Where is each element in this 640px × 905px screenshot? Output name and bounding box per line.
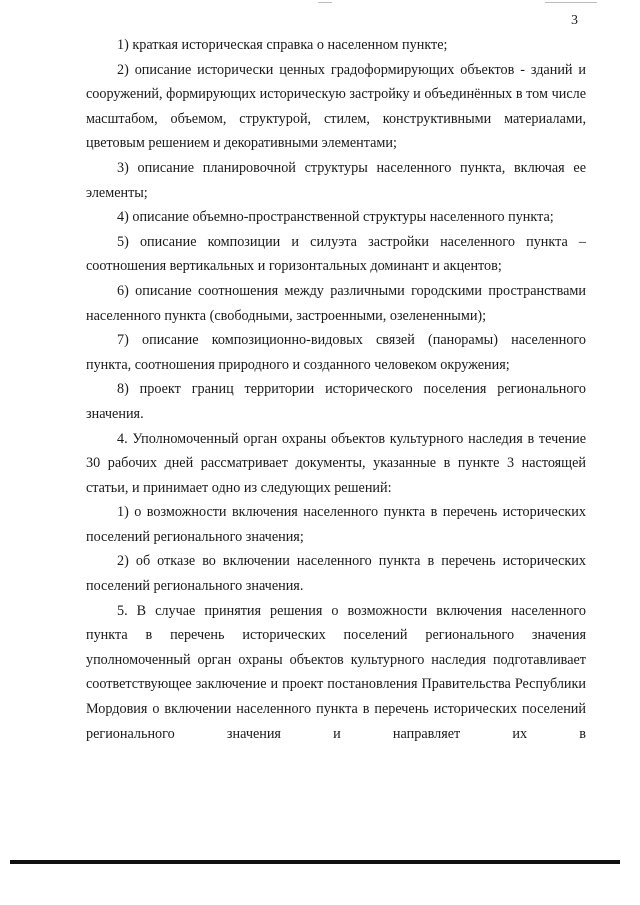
list-item-1: 1) краткая историческая справка о населенном пункте; (117, 37, 448, 53)
list-item-7: 7) описание композиционно-видовых связей (панорамы) населенного пункта, соотношения природного и созданного человеком окружения; (86, 332, 586, 373)
scan-mark (545, 2, 597, 3)
list-item-5: 5) описание композиции и силуэта застройки населенного пункта – соотношения вертикальных и горизонтальных доминант и акцентов; (86, 233, 586, 275)
list-item-2: 2) описание исторически ценных градоформирующих объектов - зданий и сооружений, формирующих историческую застройку и объединённых в том числе масштабом, объемом, структурой, стилем, конструктивными материалами, цветовым решением и декоративными элементами; (86, 61, 586, 152)
decision-option-2: 2) об отказе во включении населенного пункта в перечень исторических поселений регионального значения. (86, 553, 586, 595)
list-item-8: 8) проект границ территории исторического поселения регионального значения. (86, 381, 586, 422)
document-body (86, 33, 586, 746)
list-item-6: 6) описание соотношения между различными городскими пространствами населенного пункта (свободными, застроенными, озелененными); (86, 282, 586, 324)
list-item-3: 3) описание планировочной структуры населенного пункта, включая ее элементы; (86, 159, 586, 201)
page-number: 3 (571, 13, 578, 28)
clause-5: 5. В случае принятия решения о возможности включения населенного пункта в перечень исторических поселений регионального значения уполномоченный орган охраны объектов культурного наследия подготавливает соответствующее заключение и проект постановления Правительства Республики Мордовия о включении населенного пункта в перечень исторических поселений регионального значения и направляет их в (86, 602, 586, 742)
clause-4: 4. Уполномоченный орган охраны объектов культурного наследия в течение 30 рабочих дней рассматривает документы, указанные в пункте 3 настоящей статьи, и принимает одно из следующих решений: (86, 430, 586, 496)
list-item-4: 4) описание объемно-пространственной структуры населенного пункта; (117, 209, 554, 226)
bottom-rule (10, 860, 620, 864)
decision-option-1: 1) о возможности включения населенного пункта в перечень исторических поселений регионального значения; (86, 504, 586, 545)
scan-mark (318, 2, 332, 3)
